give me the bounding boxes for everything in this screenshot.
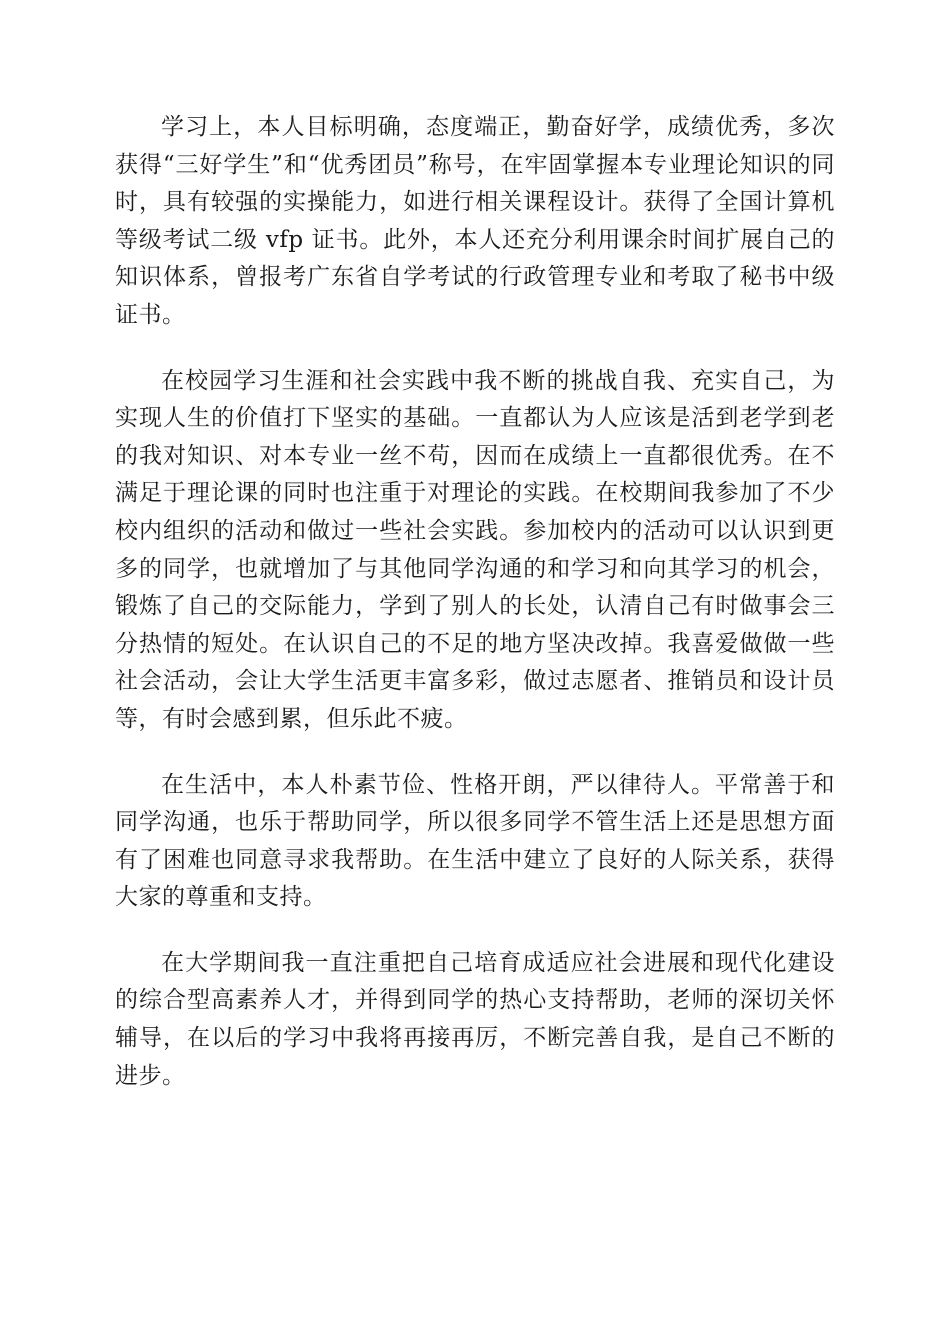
paragraph-study: 学习上，本人目标明确，态度端正，勤奋好学，成绩优秀，多次获得“三好学生”和“优秀团员”称号，在牢固掌握本专业理论知识的同时，具有较强的实操能力，如进行相关课程设计。获得了全国计算机等级考试二级 vfp 证书。此外，本人还充分利用课余时间扩展自己的知识体系，曾报考广东省自学考试的行政管理专业和考取了秘书中级证书。 — [115, 114, 835, 328]
paragraph-life: 在生活中，本人朴素节俭、性格开朗，严以律待人。平常善于和同学沟通，也乐于帮助同学，所以很多同学不管生活上还是思想方面有了困难也同意寻求我帮助。在生活中建立了良好的人际关系，获得大家的尊重和支持。 — [115, 771, 835, 911]
paragraph-campus-practice: 在校园学习生涯和社会实践中我不断的挑战自我、充实自己，为实现人生的价值打下坚实的基础。一直都认为人应该是活到老学到老的我对知识、对本专业一丝不苟，因而在成绩上一直都很优秀。在不满足于理论课的同时也注重于对理论的实践。在校期间我参加了不少校内组织的活动和做过一些社会实践。参加校内的活动可以认识到更多的同学，也就增加了与其他同学沟通的和学习和向其学习的机会，锻炼了自己的交际能力，学到了别人的长处，认清自己有时做事会三分热情的短处。在认识自己的不足的地方坚决改掉。我喜爱做做一些社会活动，会让大学生活更丰富多彩，做过志愿者、推销员和设计员等，有时会感到累，但乐此不疲。 — [115, 367, 835, 732]
document-body — [115, 109, 835, 1123]
paragraph-summary: 在大学期间我一直注重把自己培育成适应社会进展和现代化建设的综合型高素养人才，并得到同学的热心支持帮助，老师的深切关怀辅导，在以后的学习中我将再接再厉，不断完善自我，是自己不断的进步。 — [115, 949, 835, 1089]
